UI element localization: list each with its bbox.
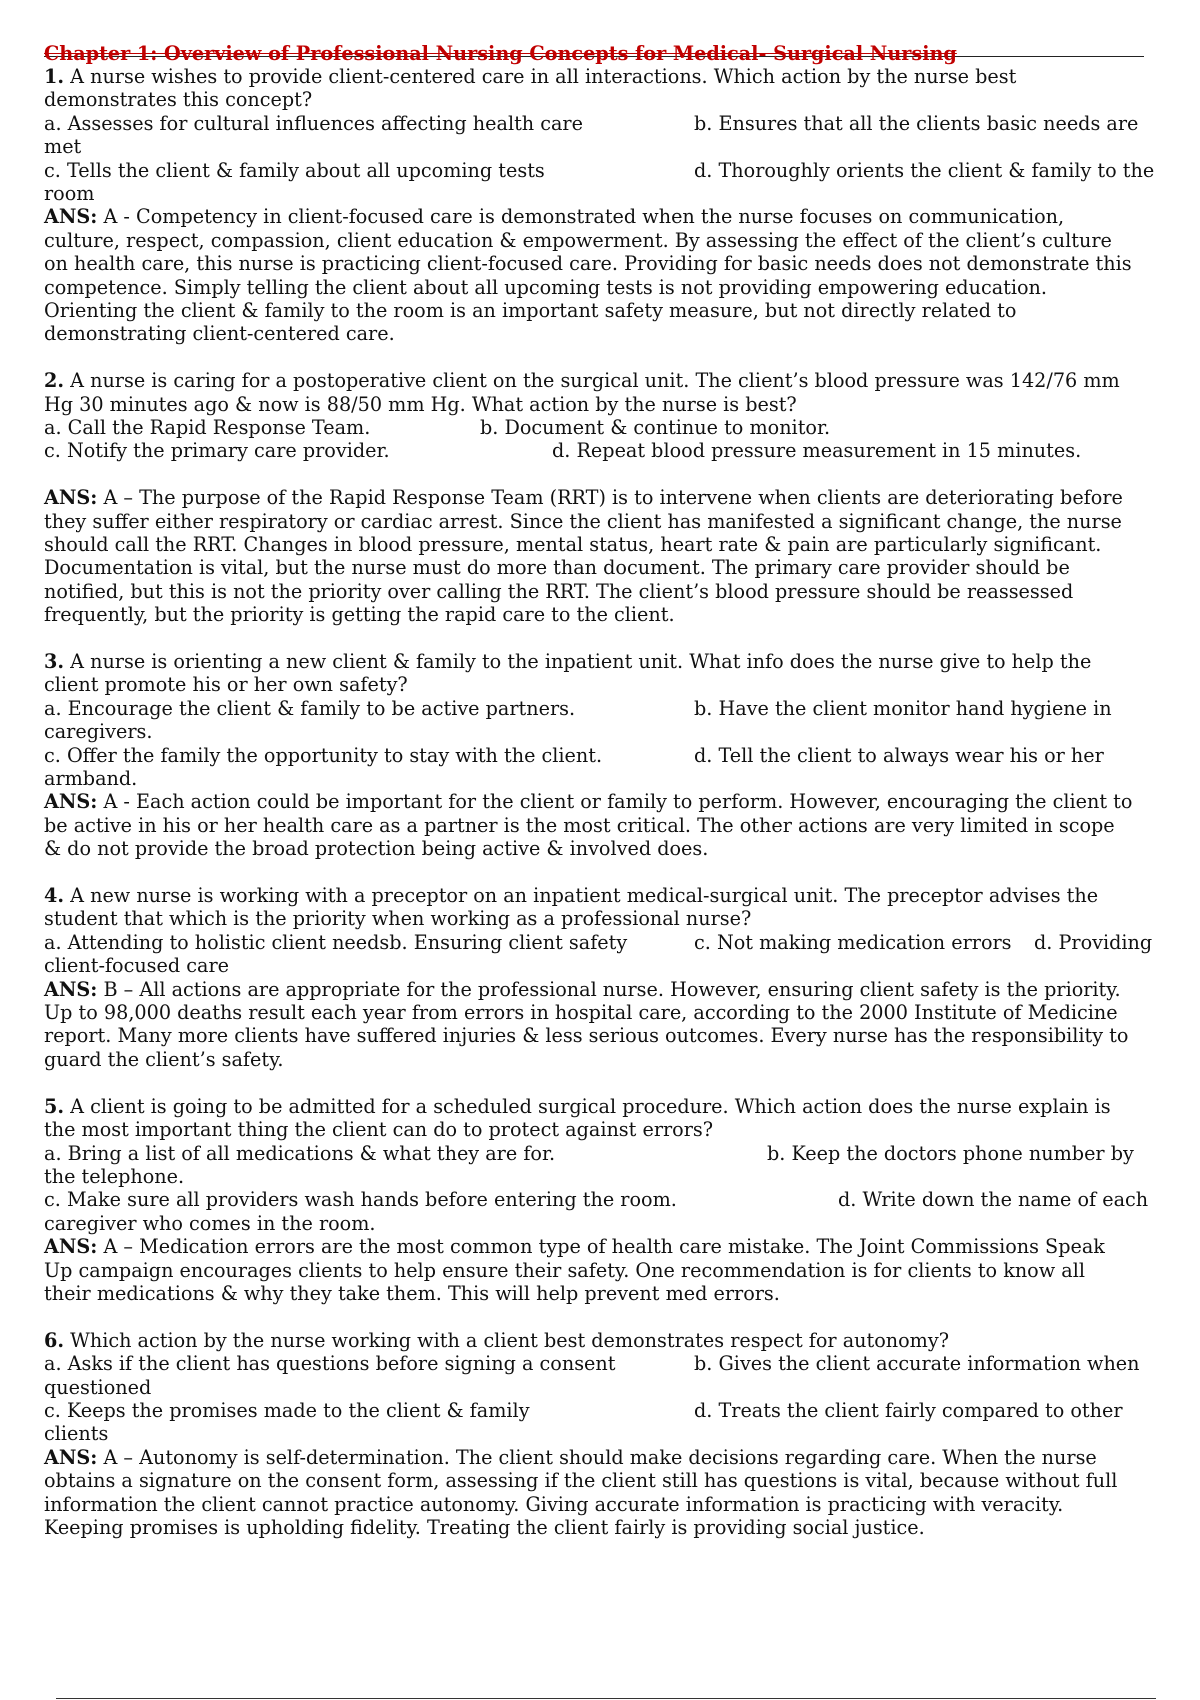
option-row: [44, 416, 1190, 439]
answer-line: Up to 98,000 deaths result each year from errors in hospital care, according to the 2000 Institute of Medicine: [44, 1001, 1118, 1025]
question-number: 1.: [44, 65, 65, 88]
option-c: c. Make sure all providers wash hands before entering the room.: [44, 1188, 677, 1212]
question-stem: Which action by the nurse working with a client best demonstrates respect for autonomy?: [64, 1328, 949, 1352]
question-stem: A client is going to be admitted for a scheduled surgical procedure. Which action does the nurse explain is: [64, 1094, 1111, 1118]
option-d: d. Thoroughly orients the client & family to the: [694, 158, 1155, 182]
answer-line: Up campaign encourages clients to help ensure their safety. One recommendation is for clients to know all: [44, 1258, 1085, 1282]
answer-label: ANS:: [44, 486, 98, 510]
answer-label: ANS:: [44, 977, 98, 1001]
answer-label: ANS:: [44, 1235, 98, 1259]
answer-line: Keeping promises is upholding fidelity. Treating the client fairly is providing social justice.: [44, 1515, 925, 1539]
answer-line: & do not provide the broad protection being active & involved does.: [44, 837, 709, 861]
answer-line: they suffer either respiratory or cardiac arrest. Since the client has manifested a significant change, the nurse: [44, 509, 1122, 533]
answer-line: should call the RRT. Changes in blood pressure, mental status, heart rate & pain are particularly significant.: [44, 533, 1102, 557]
answer-line: Documentation is vital, but the nurse must do more than document. The primary care provider should be: [44, 556, 1070, 580]
option-c: c. Not making medication errors: [694, 930, 1012, 954]
question-2: [44, 369, 1190, 626]
answer-line: Orienting the client & family to the room is an important safety measure, but not directly related to: [44, 299, 1017, 323]
option-d: d. Tell the client to always wear his or her: [694, 743, 1104, 767]
option-row: [44, 439, 1190, 462]
answer-line: notified, but this is not the priority over calling the RRT. The client’s blood pressure should be reassessed: [44, 579, 1074, 603]
option-d-cont: clients: [44, 1422, 109, 1446]
option-row: [44, 1352, 1190, 1375]
question-stem: A nurse is orienting a new client & family to the inpatient unit. What info does the nurse give to help the: [64, 650, 1092, 674]
question-stem: A nurse is caring for a postoperative client on the surgical unit. The client’s blood pressure was 142/76 mm: [64, 369, 1120, 393]
answer-line: culture, respect, compassion, client education & empowerment. By assessing the effect of the client’s culture: [44, 228, 1112, 252]
answer-line: A - Competency in client-focused care is demonstrated when the nurse focuses on communication,: [97, 205, 1065, 229]
option-c: c. Tells the client & family about all upcoming tests: [44, 158, 545, 182]
option-d: d. Providing: [1034, 930, 1153, 954]
option-b: b. Have the client monitor hand hygiene in: [694, 696, 1112, 720]
option-a: a. Attending to holistic client needsb. Ensuring client safety: [44, 930, 628, 954]
option-b-cont: met: [44, 135, 82, 159]
answer-line: report. Many more clients have suffered injuries & less serious outcomes. Every nurse has the responsibility to: [44, 1024, 1129, 1048]
answer-line: obtains a signature on the consent form, assessing if the client still has questions is vital, because without full: [44, 1469, 1118, 1493]
question-stem: A new nurse is working with a preceptor on an inpatient medical-surgical unit. The preceptor advises the: [64, 884, 1099, 908]
option-row: [44, 112, 1190, 135]
answer-line: B – All actions are appropriate for the professional nurse. However, ensuring client safety is the priority.: [97, 977, 1121, 1001]
answer-line: A – The purpose of the Rapid Response Team (RRT) is to intervene when clients are deteriorating before: [97, 486, 1123, 510]
option-row: [44, 1188, 1190, 1211]
chapter-title-text: Chapter 1: Overview of Professional Nursing Concepts for Medical- Surgical Nursing: [44, 42, 957, 65]
question-1: [44, 65, 1190, 346]
option-row: [44, 697, 1190, 720]
option-b: b. Document & continue to monitor.: [480, 416, 831, 440]
answer-line: demonstrating client-centered care.: [44, 322, 395, 346]
footer-rule: [56, 1698, 1156, 1699]
answer-line: on health care, this nurse is practicing client-focused care. Providing for basic needs does not demonstrate this: [44, 252, 1132, 276]
question-5: [44, 1095, 1190, 1306]
answer-line: frequently, but the priority is getting the rapid care to the client.: [44, 603, 675, 627]
option-d-cont: armband.: [44, 767, 138, 791]
option-row: [44, 1142, 1190, 1165]
option-c: c. Offer the family the opportunity to stay with the client.: [44, 743, 603, 767]
option-a: a. Assesses for cultural influences affecting health care: [44, 111, 583, 135]
answer-label: ANS:: [44, 790, 98, 814]
answer-label: ANS:: [44, 1445, 98, 1469]
option-b: b. Gives the client accurate information when: [694, 1352, 1140, 1376]
option-b: b. Ensures that all the clients basic needs are: [694, 111, 1139, 135]
option-a: a. Call the Rapid Response Team.: [44, 416, 371, 440]
answer-line: A – Autonomy is self-determination. The client should make decisions regarding care. When the nurse: [97, 1445, 1097, 1469]
chapter-title: [44, 42, 1190, 65]
question-stem-cont: Hg 30 minutes ago & now is 88/50 mm Hg. What action by the nurse is best?: [44, 392, 797, 416]
option-a: a. Asks if the client has questions before signing a consent: [44, 1352, 616, 1376]
option-b-cont: caregivers.: [44, 720, 153, 744]
question-3: [44, 650, 1190, 861]
option-d-cont: client-focused care: [44, 954, 229, 978]
answer-line: A - Each action could be important for the client or family to perform. However, encouraging the client to: [97, 790, 1133, 814]
answer-label: ANS:: [44, 205, 98, 229]
option-row: [44, 931, 1190, 954]
answer-line: information the client cannot practice autonomy. Giving accurate information is practicing with veracity.: [44, 1492, 1064, 1516]
option-c: c. Notify the primary care provider.: [44, 439, 390, 463]
option-b: b. Keep the doctors phone number by: [767, 1141, 1134, 1165]
question-stem: A nurse wishes to provide client-centered care in all interactions. Which action by the nurse best: [64, 65, 1017, 88]
answer-line: their medications & why they take them. This will help prevent med errors.: [44, 1281, 780, 1305]
option-d: d. Repeat blood pressure measurement in 15 minutes.: [552, 439, 1082, 463]
option-d: d. Write down the name of each: [838, 1188, 1149, 1212]
answer-line: competence. Simply telling the client about all upcoming tests is not providing empowering education.: [44, 275, 1047, 299]
option-b-cont: questioned: [44, 1375, 152, 1399]
document-page: [44, 42, 1190, 1539]
question-number: 4.: [44, 884, 65, 908]
option-row: [44, 159, 1190, 182]
question-stem-cont: demonstrates this concept?: [44, 88, 313, 112]
answer-line: guard the client’s safety.: [44, 1047, 284, 1071]
option-d: d. Treats the client fairly compared to other: [694, 1398, 1123, 1422]
answer-line: be active in his or her health care as a partner is the most critical. The other actions are very limited in scope: [44, 813, 1115, 837]
option-b-cont: the telephone.: [44, 1164, 185, 1188]
question-stem-cont: student that which is the priority when working as a professional nurse?: [44, 907, 752, 931]
option-a: a. Encourage the client & family to be active partners.: [44, 696, 576, 720]
option-a: a. Bring a list of all medications & what they are for.: [44, 1141, 556, 1165]
question-number: 2.: [44, 369, 65, 393]
question-number: 3.: [44, 650, 65, 674]
answer-line: A – Medication errors are the most common type of health care mistake. The Joint Commissions Speak: [97, 1235, 1105, 1259]
question-4: [44, 884, 1190, 1071]
question-number: 5.: [44, 1094, 65, 1118]
option-c: c. Keeps the promises made to the client & family: [44, 1398, 530, 1422]
option-d-cont: caregiver who comes in the room.: [44, 1211, 376, 1235]
question-stem-cont: client promote his or her own safety?: [44, 673, 408, 697]
option-row: [44, 744, 1190, 767]
question-number: 6.: [44, 1328, 65, 1352]
question-6: [44, 1329, 1190, 1540]
option-d-cont: room: [44, 182, 95, 205]
option-row: [44, 1399, 1190, 1422]
question-stem-cont: the most important thing the client can do to protect against errors?: [44, 1118, 714, 1142]
